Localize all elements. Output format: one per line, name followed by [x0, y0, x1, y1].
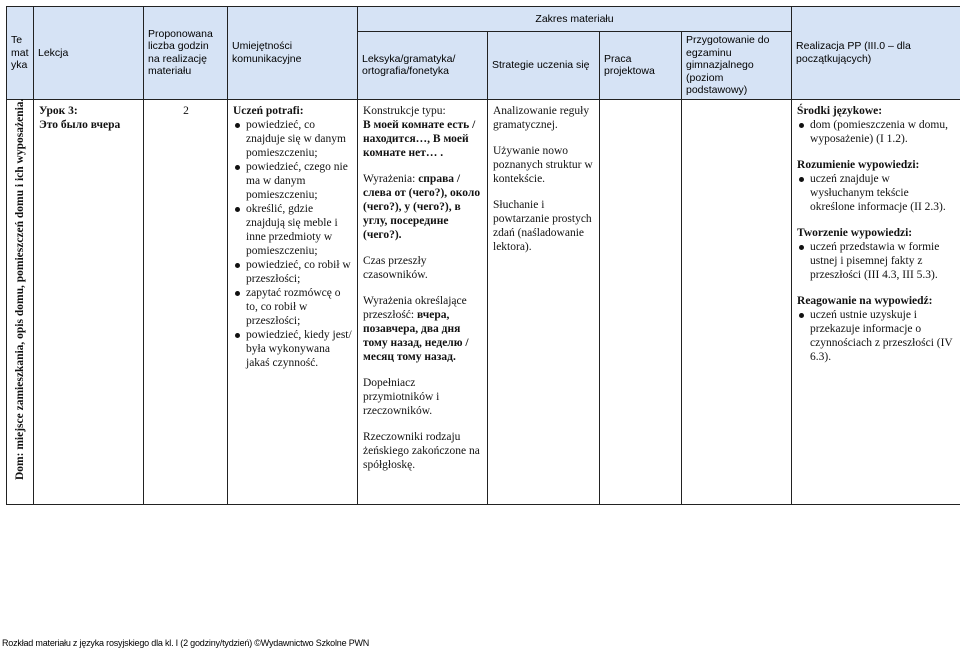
lexis-feminine-nouns: Rzeczowniki rodzaju żeńskiego zakończone na spółgłoskę. [363, 430, 480, 471]
lexis-past-expressions-label: Wyrażenia określające przeszłość: [363, 294, 467, 321]
lexis-genitive: Dopełniacz przymiotników i rzeczowników. [363, 376, 440, 417]
pp-section-list [797, 118, 956, 146]
pp-section-production [797, 226, 956, 282]
hours-cell [144, 99, 228, 504]
header-lekcja: Lekcja [34, 7, 144, 100]
lexis-expressions-label: Wyrażenia: [363, 172, 416, 185]
pp-section-understanding [797, 158, 956, 214]
lesson-plan-table [6, 6, 960, 505]
list-item: powiedzieć, co znajduje się w danym pomieszczeniu; [233, 118, 353, 160]
list-item: uczeń znajduje w wysłuchanym tekście określone informacje (II 2.3). [797, 172, 956, 214]
pp-section-title: Środki językowe: [797, 104, 883, 117]
lexis-past-tense: Czas przeszły czasowników. [363, 254, 428, 281]
header-skills: Umiejętności komunikacyjne [228, 7, 358, 100]
lexis-expressions [363, 172, 483, 242]
header-strategies: Strategie uczenia się [488, 32, 600, 100]
pp-cell [792, 99, 960, 504]
pp-section-list [797, 308, 956, 364]
pp-section-list [797, 240, 956, 282]
pp-section-reacting [797, 294, 956, 364]
header-tematyka: Tematyka [7, 7, 34, 100]
exam-cell [682, 99, 792, 504]
lekcja-title: Урок 3: [39, 104, 78, 117]
lexis-cell [358, 99, 488, 504]
header-pp: Realizacja PP (III.0 – dla początkujących) [792, 7, 960, 100]
skills-intro: Uczeń potrafi: [233, 104, 304, 117]
list-item: uczeń przedstawia w formie ustnej i pisemnej fakty z przeszłości (III 4.3, III 5.3). [797, 240, 956, 282]
header-exam: Przygotowanie do egzaminu gimnazjalnego (poziom podstawowy) [682, 32, 792, 100]
tematyka-text: Dom: miejsce zamieszkania, opis domu, pomieszczeń domu i ich wyposażenia. [14, 98, 26, 480]
lexis-expressions-text: справа / слева от (чего?), около (чего?), у (чего?), в углу, посередине (чего?). [363, 172, 481, 241]
strategy-item: Słuchanie i powtarzanie prostych zdań (naśladowanie lektora). [493, 198, 592, 253]
strategy-item: Używanie nowo poznanych struktur w kontekście. [493, 144, 593, 185]
list-item: powiedzieć, kiedy jest/ była wykonywana jakaś czynność. [233, 328, 353, 370]
hours-value: 2 [183, 104, 189, 117]
strategy-item: Analizowanie reguły gramatycznej. [493, 104, 590, 131]
header-hours: Proponowana liczba godzin na realizację materiału [144, 7, 228, 100]
header-project: Praca projektowa [600, 32, 682, 100]
header-lexis: Leksyka/gramatyka/ ortografia/fonetyka [358, 32, 488, 100]
header-scope: Zakres materiału [358, 7, 792, 32]
lexis-constructions-text: В моей комнате есть / находится…, В моей комнате нет… . [363, 118, 476, 159]
skills-cell [228, 99, 358, 504]
lexis-past-expressions-text: вчера, позавчера, два дня тому назад, неделю / месяц тому назад. [363, 308, 469, 363]
list-item: uczeń ustnie uzyskuje i przekazuje informacje o czynnościach z przeszłości (IV 6.3). [797, 308, 956, 364]
pp-section-title: Reagowanie na wypowiedź: [797, 294, 933, 307]
pp-section-title: Rozumienie wypowiedzi: [797, 158, 920, 171]
list-item: dom (pomieszczenia w domu, wyposażenie) (I 1.2). [797, 118, 956, 146]
lekcja-subtitle: Это было вчера [39, 118, 121, 131]
lexis-constructions [363, 104, 483, 160]
list-item: powiedzieć, czego nie ma w danym pomieszczeniu; [233, 160, 353, 202]
list-item: zapytać rozmówcę o to, co robił w przeszłości; [233, 286, 353, 328]
skills-list [233, 118, 353, 370]
pp-section-title: Tworzenie wypowiedzi: [797, 226, 913, 239]
pp-section-means [797, 104, 956, 146]
project-cell [600, 99, 682, 504]
list-item: powiedzieć, co robił w przeszłości; [233, 258, 353, 286]
tematyka-cell [7, 99, 34, 504]
lexis-past-expressions [363, 294, 483, 364]
page-footer: Rozkład materiału z języka rosyjskiego dla kl. I (2 godziny/tydzień) ©Wydawnictwo Szkolne PWN [2, 638, 370, 648]
strategies-cell [488, 99, 600, 504]
table-row [7, 99, 960, 504]
lekcja-cell [34, 99, 144, 504]
list-item: określić, gdzie znajdują się meble i inne przedmioty w pomieszczeniu; [233, 202, 353, 258]
pp-section-list [797, 172, 956, 214]
lexis-constructions-label: Konstrukcje typu: [363, 104, 446, 117]
